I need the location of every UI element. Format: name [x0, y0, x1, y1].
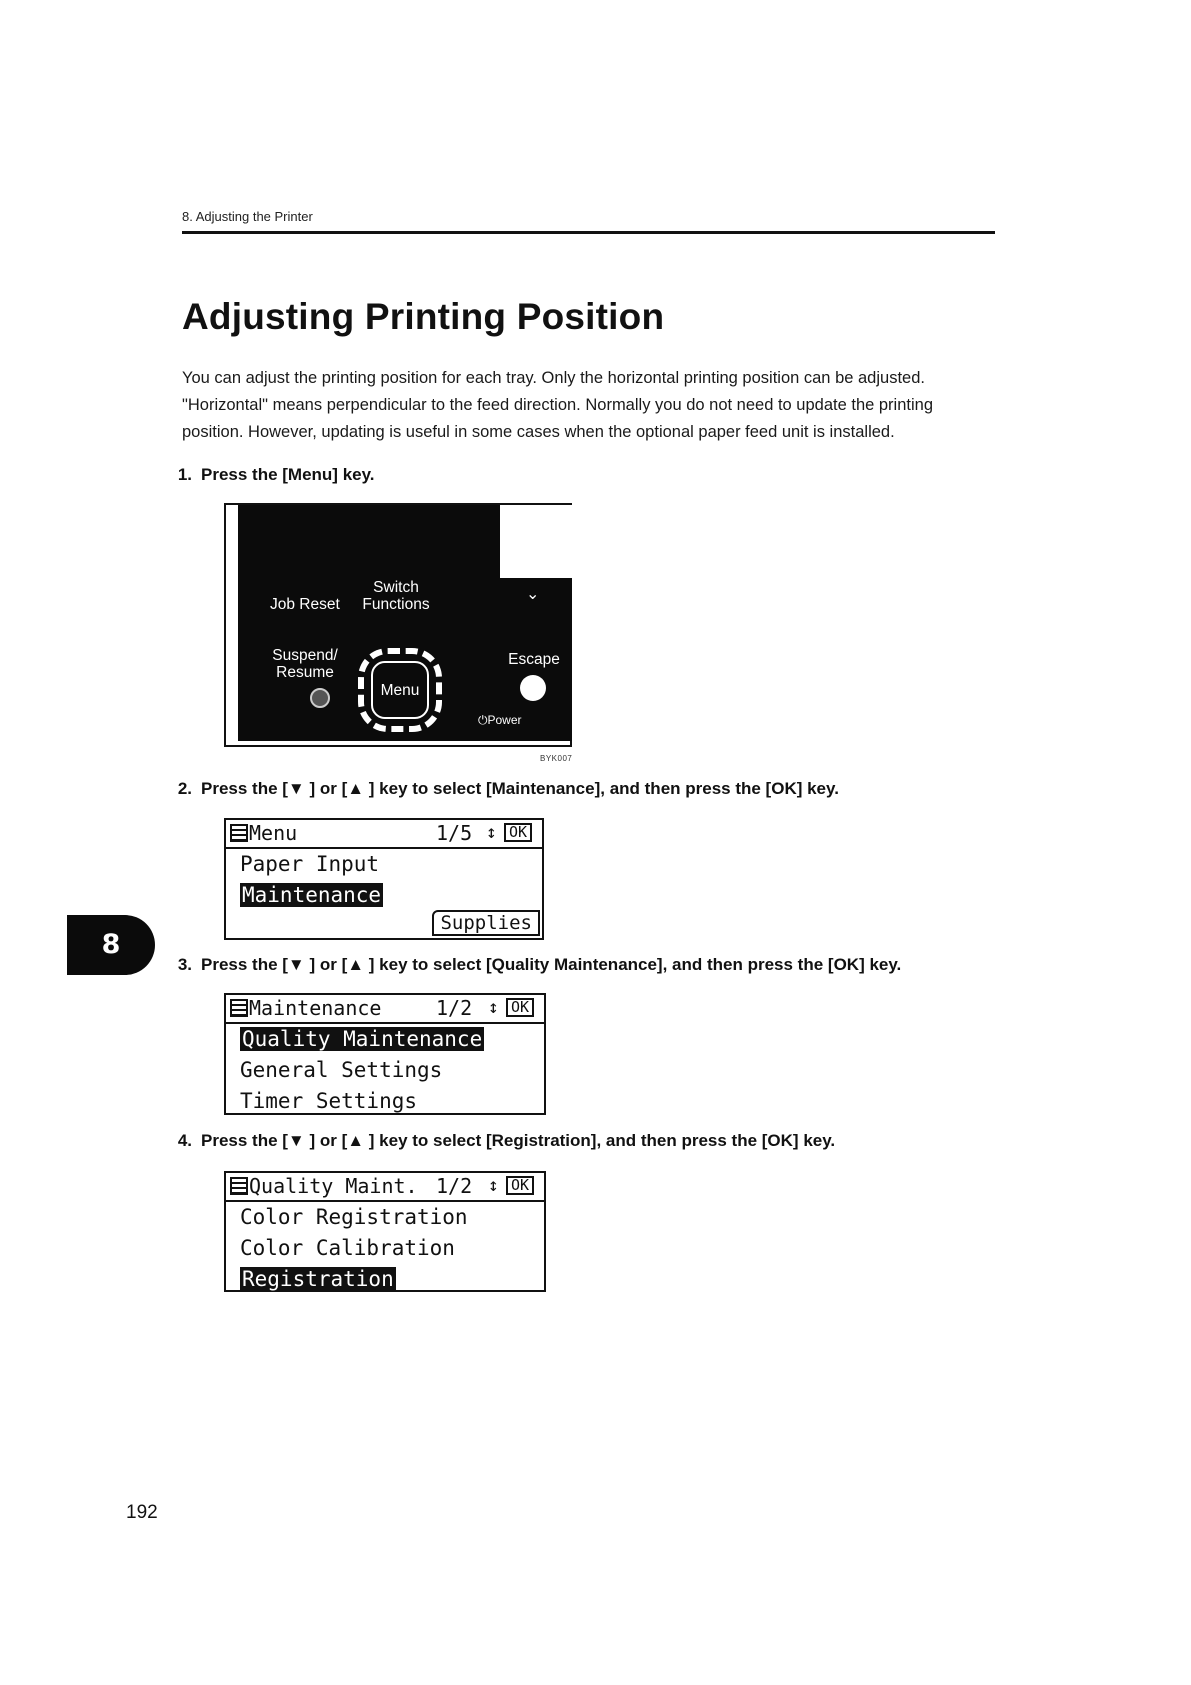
suspend-resume-button[interactable]: [310, 688, 330, 708]
lcd-row-label: Color Calibration: [240, 1236, 455, 1260]
lcd-screen-maintenance: [224, 993, 546, 1115]
menu-list-icon: [230, 999, 248, 1017]
page-title: Adjusting Printing Position: [182, 296, 665, 337]
step-number: 1.: [177, 465, 192, 484]
up-down-arrows-icon: ↕: [488, 1175, 499, 1196]
lcd-page-indicator: 1/2: [436, 1174, 473, 1198]
step-4: [164, 1131, 835, 1151]
lcd-screen-quality-maint: [224, 1171, 546, 1292]
ok-key-indicator: OK: [506, 998, 534, 1017]
page-number: 192: [126, 1502, 158, 1523]
lcd-row-label: Paper Input: [240, 852, 380, 876]
intro-line: position. However, updating is useful in some cases when the optional paper feed unit is installed.: [182, 423, 895, 441]
step-3: [164, 955, 901, 975]
intro-line: You can adjust the printing position for each tray. Only the horizontal printing position can be adjusted.: [182, 369, 925, 387]
menu-list-icon: [230, 824, 248, 842]
ok-key-indicator: OK: [504, 823, 532, 842]
lcd-page-indicator: 1/5: [436, 821, 473, 845]
switch-label-line: Switch: [373, 579, 419, 596]
running-head: 8. Adjusting the Printer: [182, 209, 313, 224]
lcd-title: Quality Maint.: [249, 1174, 418, 1198]
lcd-row[interactable]: [226, 880, 542, 911]
up-down-arrows-icon: ↕: [486, 822, 497, 843]
switch-functions-label: [356, 579, 436, 613]
lcd-header: [226, 995, 544, 1024]
intro-paragraph: [182, 365, 1012, 446]
power-label: ⏻Power: [478, 713, 522, 727]
step-number: 2.: [177, 779, 192, 798]
suspend-resume-label: [270, 647, 340, 681]
lcd-row-label-selected: Quality Maintenance: [242, 1027, 483, 1051]
lcd-row-label: Timer Settings: [240, 1089, 418, 1113]
lcd-row[interactable]: [226, 849, 542, 880]
step-text: Press the [Menu] key.: [201, 465, 375, 484]
caret-down-icon: ⌄: [526, 586, 540, 603]
lcd-row[interactable]: [226, 1233, 544, 1264]
lcd-row[interactable]: [226, 1086, 544, 1117]
chapter-number: 8: [101, 929, 121, 960]
menu-key-label: Menu: [380, 682, 420, 699]
lcd-row[interactable]: [226, 1024, 544, 1055]
intro-line: "Horizontal" means perpendicular to the feed direction. Normally you do not need to update the printing: [182, 396, 933, 414]
lcd-header: [226, 820, 542, 849]
lcd-row[interactable]: [226, 1202, 544, 1233]
step-1: [164, 465, 375, 485]
lcd-title: Maintenance: [249, 996, 382, 1020]
lcd-row-label-selected: Registration: [242, 1267, 394, 1291]
job-reset-label: Job Reset: [270, 596, 340, 613]
lcd-header: [226, 1173, 544, 1202]
suspend-label-line: Suspend/: [272, 647, 338, 664]
header-rule: [182, 231, 995, 234]
figure-code: BYK007: [540, 754, 573, 763]
lcd-row-label: Color Registration: [240, 1205, 468, 1229]
step-text: Press the [▼ ] or [▲ ] key to select [Maintenance], and then press the [OK] key.: [201, 779, 839, 798]
functions-label-line: Functions: [362, 596, 430, 613]
lcd-row[interactable]: [226, 1264, 544, 1295]
escape-label: Escape: [508, 651, 560, 668]
display-window: [500, 505, 572, 578]
lcd-row-label-selected: Maintenance: [242, 883, 382, 907]
up-down-arrows-icon: ↕: [488, 997, 499, 1018]
lcd-page-indicator: 1/2: [436, 996, 473, 1020]
supplies-softkey[interactable]: Supplies: [432, 910, 540, 936]
step-number: 4.: [177, 1131, 192, 1150]
lcd-title: Menu: [249, 821, 298, 845]
ok-key-indicator: OK: [506, 1176, 534, 1195]
step-2: [164, 779, 839, 799]
step-text: Press the [▼ ] or [▲ ] key to select [Registration], and then press the [OK] key.: [201, 1131, 836, 1150]
step-text: Press the [▼ ] or [▲ ] key to select [Quality Maintenance], and then press the [OK] key.: [201, 955, 902, 974]
step-number: 3.: [177, 955, 192, 974]
lcd-screen-menu: [224, 818, 544, 940]
menu-list-icon: [230, 1177, 248, 1195]
resume-label-line: Resume: [276, 664, 334, 681]
lcd-row[interactable]: [226, 1055, 544, 1086]
control-panel-illustration: [224, 503, 572, 747]
escape-key[interactable]: [520, 675, 546, 701]
lcd-row-label: General Settings: [240, 1058, 443, 1082]
